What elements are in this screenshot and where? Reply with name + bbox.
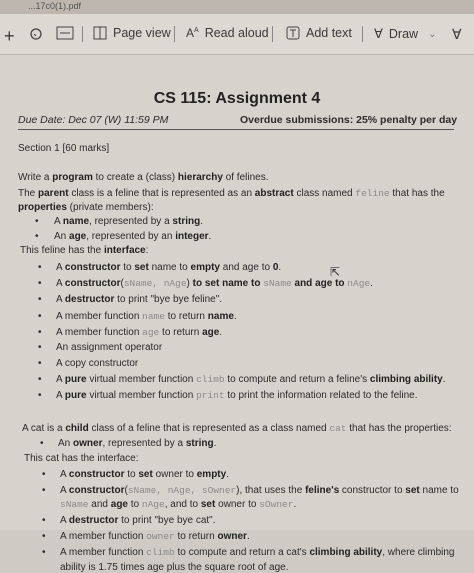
list-item-continued: ability is 1.75 times age plus the square root of age.: [60, 562, 289, 573]
highlight-icon[interactable]: ∀: [452, 26, 462, 42]
page-view-button[interactable]: [93, 26, 171, 40]
page-view-label: Page view: [113, 26, 171, 40]
list-item: A member function climb to compute and return a cat's climbing ability, where climbing: [60, 547, 455, 558]
add-text-icon: [286, 26, 300, 40]
list-item: A member function owner to return owner.: [60, 531, 250, 542]
ink-search-icon[interactable]: [28, 26, 44, 42]
bullet-icon: •: [42, 469, 46, 480]
pdf-page: [0, 55, 474, 573]
bullet-icon: •: [38, 294, 42, 305]
bullet-icon: •: [38, 342, 42, 353]
fit-page-icon[interactable]: [56, 26, 74, 40]
list-item: A pure virtual member function climb to compute and return a feline's climbing ability.: [56, 374, 446, 385]
bullet-icon: •: [42, 531, 46, 542]
browser-tab-strip: [0, 0, 474, 14]
page-view-icon: [93, 26, 107, 40]
list-item: A constructor to set name to empty and age to 0.: [56, 262, 282, 273]
draw-label: Draw: [388, 27, 419, 41]
chevron-down-icon[interactable]: ⌄: [428, 28, 437, 40]
properties-line: properties (private members):: [18, 202, 154, 213]
cat-intro-line: A cat is a child class of a feline that is represented as a class named cat that has the properties:: [22, 423, 452, 434]
intro-line: Write a program to create a (class) hierarchy of felines.: [18, 172, 269, 183]
mouse-cursor-icon: ⇱: [330, 265, 341, 279]
list-item-continued: sName and age to nAge, and to set owner to sOwner.: [60, 499, 297, 510]
bullet-icon: •: [42, 515, 46, 526]
overdue-policy: Overdue submissions: 25% penalty per day: [240, 114, 458, 126]
bullet-icon: •: [38, 374, 42, 385]
parent-line: The parent class is a feline that is represented as an abstract class named feline that has the: [18, 188, 445, 199]
bullet-icon: •: [38, 358, 42, 369]
bullet-icon: •: [38, 262, 42, 273]
list-item: A constructor(sName, nAge) to set name to sName and age to nAge.: [56, 278, 373, 289]
bullet-icon: •: [35, 216, 39, 227]
list-item: A copy constructor: [56, 358, 139, 369]
read-aloud-button[interactable]: [186, 26, 269, 40]
list-item: A constructor(sName, nAge, sOwner), that uses the feline's constructor to set name to: [60, 485, 459, 496]
read-aloud-icon: $A^A$: [186, 26, 199, 40]
list-item: A name, represented by a string.: [54, 216, 203, 227]
tab-filename[interactable]: ...17c0(1).pdf: [28, 1, 82, 11]
bullet-icon: •: [38, 278, 42, 289]
due-date: Due Date: Dec 07 (W) 11:59 PM: [18, 114, 169, 126]
bullet-icon: •: [42, 485, 46, 496]
page-title: CS 115: Assignment 4: [153, 90, 321, 107]
list-item: A constructor to set owner to empty.: [60, 469, 229, 480]
list-item: An age, represented by an integer.: [54, 231, 212, 242]
bullet-icon: •: [35, 231, 39, 242]
plus-icon[interactable]: +: [4, 26, 15, 46]
list-item: A member function name to return name.: [56, 311, 237, 322]
list-item: An assignment operator: [56, 342, 163, 353]
draw-icon: ∀: [374, 26, 383, 41]
bullet-icon: •: [38, 311, 42, 322]
cat-interface-heading: This cat has the interface:: [24, 453, 139, 464]
pdf-toolbar: [0, 14, 474, 55]
add-text-button[interactable]: [286, 26, 352, 40]
bullet-icon: •: [38, 327, 42, 338]
list-item: A destructor to print "bye bye cat".: [60, 515, 216, 526]
interface-heading: This feline has the interface:: [20, 245, 149, 256]
add-text-label: Add text: [306, 26, 352, 40]
header-rule: [18, 129, 454, 130]
list-item: A pure virtual member function print to print the information related to the feline.: [56, 390, 418, 401]
draw-button[interactable]: [374, 26, 436, 42]
bullet-icon: •: [40, 438, 44, 449]
list-item: A destructor to print "bye bye feline".: [56, 294, 223, 305]
bullet-icon: •: [38, 390, 42, 401]
section-heading: Section 1 [60 marks]: [18, 143, 110, 154]
read-aloud-label: Read aloud: [204, 26, 269, 40]
list-item: A member function age to return age.: [56, 327, 223, 338]
bullet-icon: •: [42, 547, 46, 558]
list-item: An owner, represented by a string.: [58, 438, 217, 449]
